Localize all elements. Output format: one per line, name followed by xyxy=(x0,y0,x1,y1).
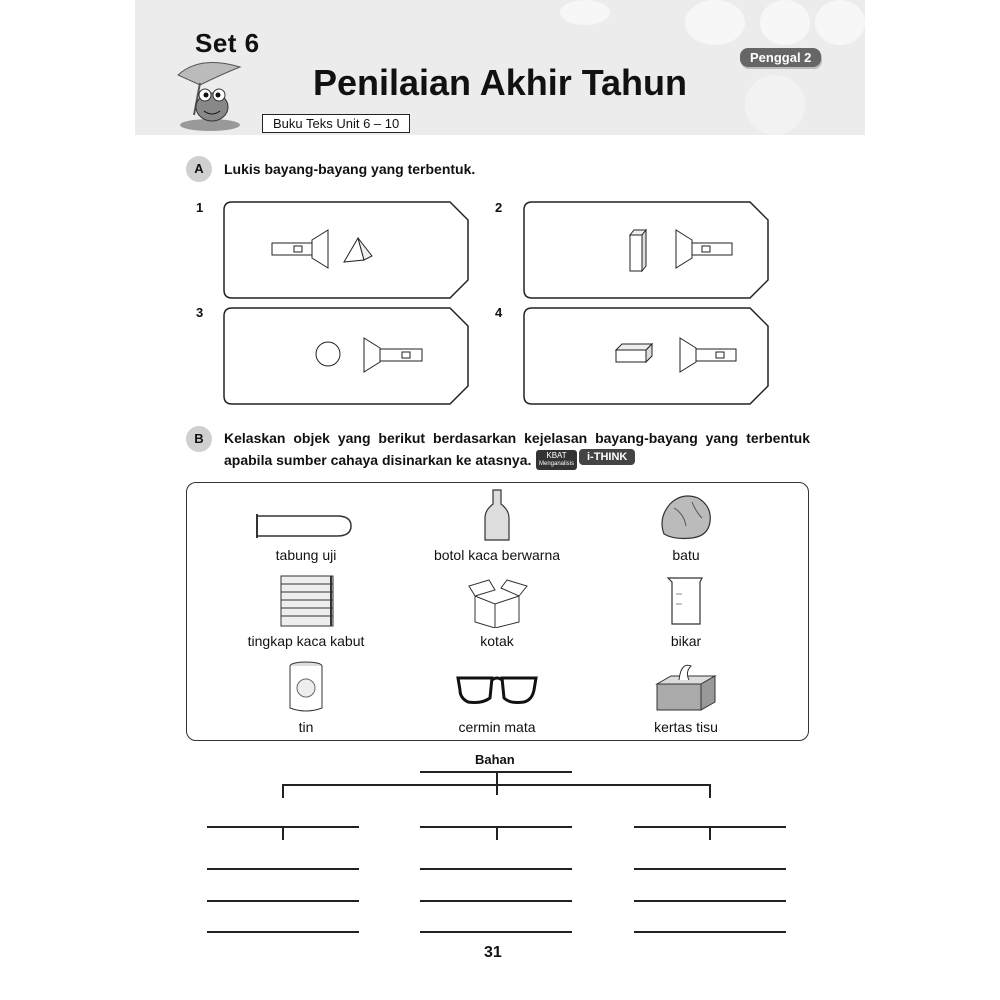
tree-connector xyxy=(496,826,498,840)
object-item xyxy=(397,660,597,735)
page-title: Penilaian Akhir Tahun xyxy=(312,62,688,103)
object-label: bikar xyxy=(670,633,702,649)
decor-circle xyxy=(560,0,610,25)
decor-circle xyxy=(760,0,810,45)
tree-connector xyxy=(709,826,711,840)
question-number: 3 xyxy=(196,305,204,320)
object-label: botol kaca berwarna xyxy=(433,547,561,563)
decor-circle xyxy=(815,0,865,45)
glass-bottle-icon xyxy=(477,488,517,542)
tree-connector xyxy=(282,784,284,798)
tree-connector xyxy=(709,784,711,798)
tree-connector xyxy=(496,771,498,795)
set-label: Set 6 xyxy=(195,28,260,58)
term-badge: Penggal 2 xyxy=(740,48,821,67)
section-a-instruction: Lukis bayang-bayang yang terbentuk. xyxy=(224,161,476,177)
object-label: batu xyxy=(672,547,700,563)
decor-circle xyxy=(745,75,805,135)
section-b-instruction-line1: Kelaskan objek yang berikut berdasarkan kejelasan bayang-bayang yang terbentuk xyxy=(224,430,810,446)
answer-line[interactable] xyxy=(634,931,786,933)
object-label: tabung uji xyxy=(275,547,337,563)
tin-can-icon xyxy=(286,660,326,714)
object-label: kotak xyxy=(480,633,514,649)
kbat-badge-subtitle: Menganalisis xyxy=(539,461,575,467)
drawing-panel-2[interactable] xyxy=(522,200,770,300)
kbat-badge-title: KBAT xyxy=(546,451,567,460)
frog-mascot-icon xyxy=(170,55,250,133)
tree-root-label: Bahan xyxy=(475,752,515,767)
section-a-letter: A xyxy=(186,156,212,182)
beaker-icon xyxy=(664,574,708,628)
object-item xyxy=(397,574,597,649)
decor-circle xyxy=(685,0,745,45)
answer-line[interactable] xyxy=(207,868,359,870)
answer-line[interactable] xyxy=(420,868,572,870)
object-label: kertas tisu xyxy=(654,719,718,735)
drawing-panel-3[interactable] xyxy=(222,306,470,406)
cuboid-icon xyxy=(630,230,646,271)
frosted-window-icon xyxy=(271,574,341,628)
object-item xyxy=(397,488,597,563)
tree-connector xyxy=(282,826,284,840)
drawing-panel-1[interactable] xyxy=(222,200,470,300)
box-shape-icon xyxy=(616,344,652,362)
kbat-badge xyxy=(536,450,577,470)
answer-line[interactable] xyxy=(420,900,572,902)
object-label: tingkap kaca kabut xyxy=(247,633,365,649)
object-item xyxy=(586,574,786,649)
object-item xyxy=(586,488,786,563)
answer-line[interactable] xyxy=(634,868,786,870)
test-tube-icon xyxy=(251,492,361,542)
rock-icon xyxy=(656,488,716,542)
page-number: 31 xyxy=(484,944,502,961)
question-number: 2 xyxy=(495,200,503,215)
object-label: cermin mata xyxy=(458,719,536,735)
section-b-instruction-line2: apabila sumber cahaya disinarkan ke atasnya. xyxy=(224,452,532,468)
drawing-panel-4[interactable] xyxy=(522,306,770,406)
answer-line[interactable] xyxy=(634,900,786,902)
object-item xyxy=(586,660,786,735)
box-icon xyxy=(465,574,529,628)
object-item xyxy=(206,660,406,735)
question-number: 4 xyxy=(495,305,503,320)
ithink-badge: i-THINK xyxy=(579,449,635,465)
object-item xyxy=(206,492,406,563)
tissue-box-icon xyxy=(651,660,721,714)
object-label: tin xyxy=(298,719,314,735)
sphere-icon xyxy=(316,342,340,366)
section-b-letter: B xyxy=(186,426,212,452)
spectacles-icon xyxy=(452,660,542,714)
reference-label: Buku Teks Unit 6 – 10 xyxy=(262,114,410,133)
answer-line[interactable] xyxy=(207,931,359,933)
answer-line[interactable] xyxy=(420,931,572,933)
question-number: 1 xyxy=(196,200,204,215)
answer-line[interactable] xyxy=(207,900,359,902)
object-item xyxy=(206,574,406,649)
tree-branch-line xyxy=(282,784,710,786)
